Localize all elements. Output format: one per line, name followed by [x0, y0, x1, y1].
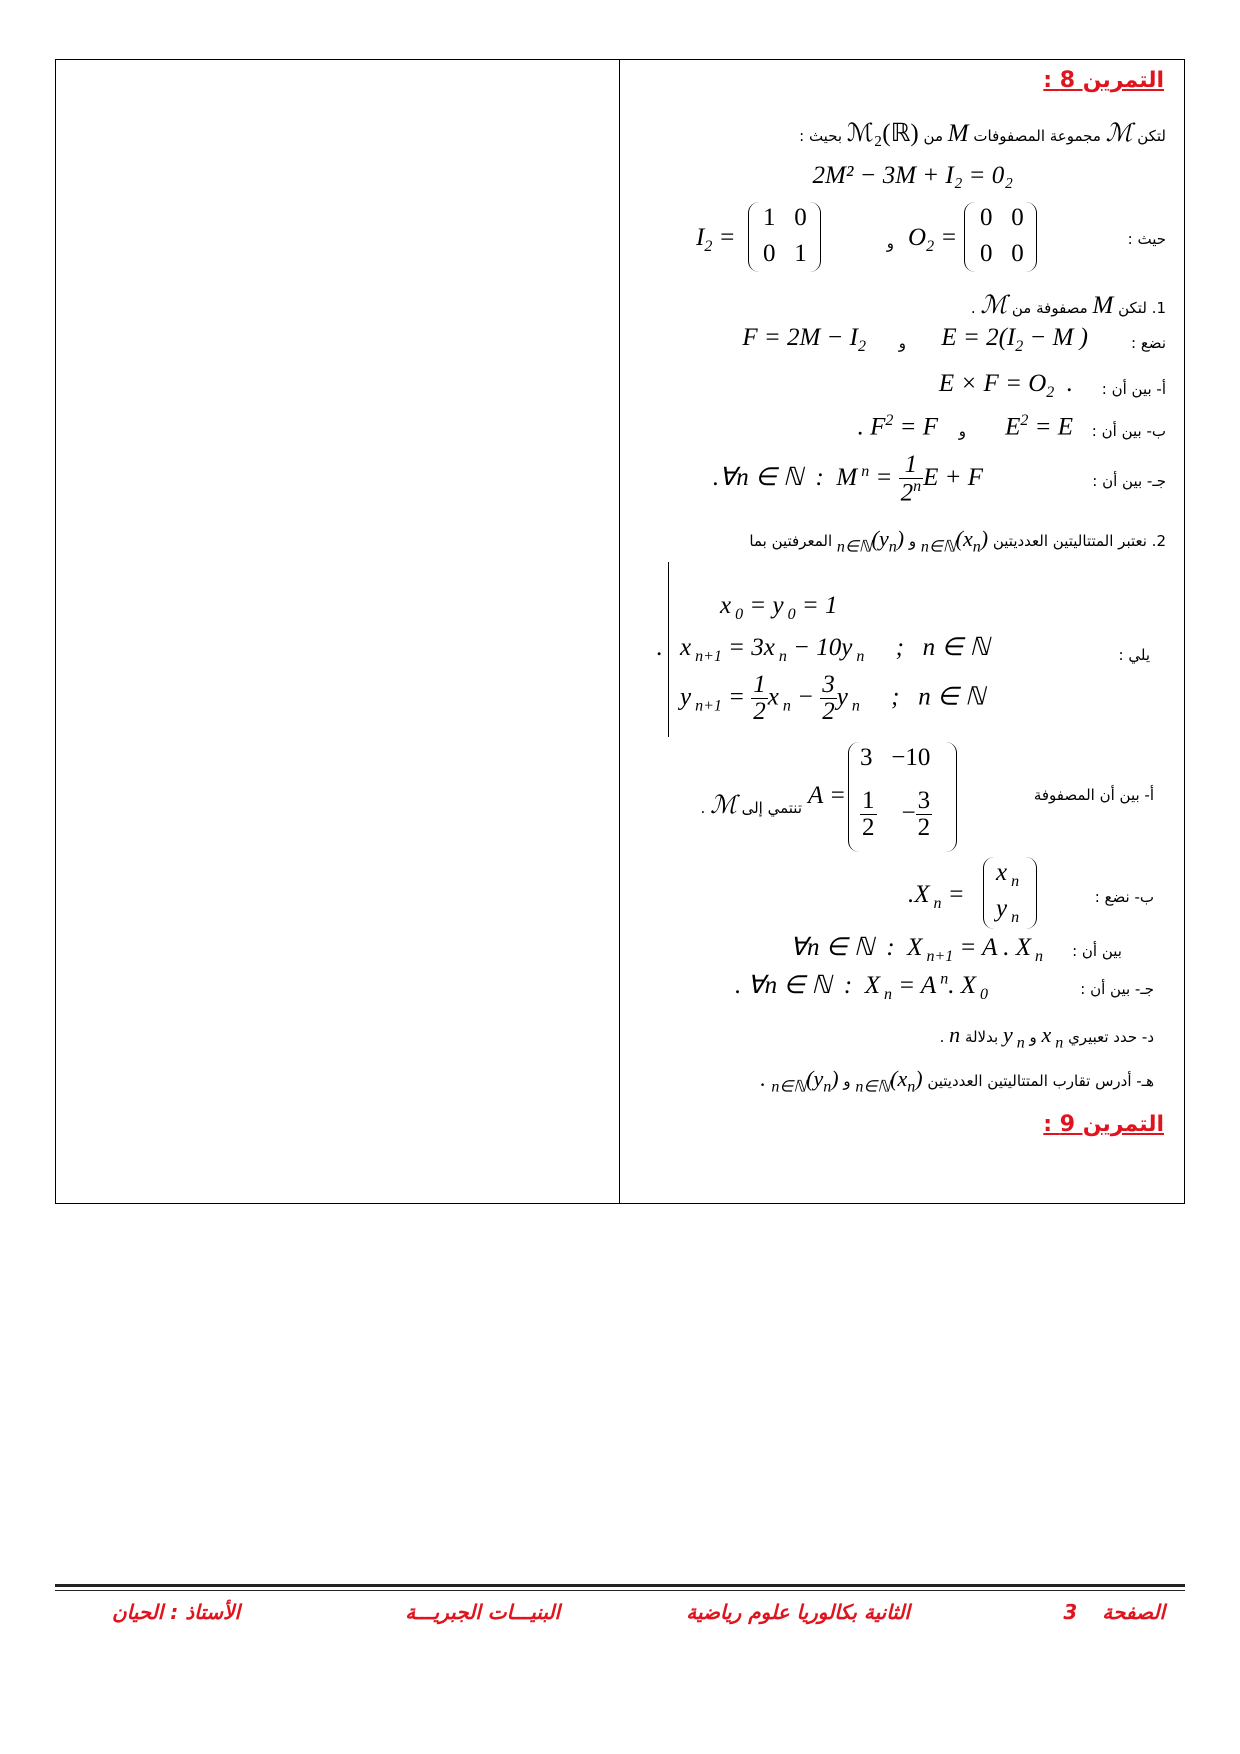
qc2-label: جـ- بين أن : — [1080, 980, 1154, 998]
qb1-eq-F: . $F^2 = F$ — [857, 412, 938, 441]
qb2-label: ب- نضع : — [1094, 888, 1154, 906]
footer-teacher: الأستاذ : الحيان — [111, 1600, 240, 1624]
qa1-eq: $E \times F = O_2$ . — [938, 370, 1073, 401]
footer-page-number: 3 — [1063, 1600, 1078, 1624]
yali-label: يلي : — [1118, 646, 1150, 664]
qa1-label: أ- بين أن : — [1101, 380, 1166, 398]
set-symbol: ℳ — [1105, 120, 1133, 147]
qb2-show-label: بين أن : — [1072, 942, 1122, 960]
and-label-1: و — [886, 234, 894, 252]
qc1-eq: .∀n ∈ ℕ : M $^n$ = $\frac{1}{2^n}$ E + F — [712, 451, 983, 507]
system-line-2: x $_{n+1}$ = 3x $_n$ − 10y $_n$ ; n ∈ ℕ — [680, 634, 990, 665]
set-label: نضع : — [1131, 334, 1166, 352]
qe2-text: هـ- أدرس تقارب المتتاليتين العدديتين — [927, 1072, 1154, 1090]
where-label: حيث : — [1127, 230, 1166, 248]
q2-line: 2. نعتبر المتتاليتين العدديتين $(x_n)_{n\in ℕ}$ و $(y_n)_{n\in ℕ}$ المعرفتين بما — [749, 526, 1166, 556]
system-brace — [668, 562, 669, 737]
q1-matrix-symbol: M — [1092, 292, 1114, 319]
intro-text-b: مجموعة المصفوفات — [973, 127, 1101, 145]
footer-page-label: الصفحة — [1102, 1600, 1165, 1624]
exercise-8-title: التمرين 8 : — [1043, 68, 1164, 93]
footer-level: الثانية بكالوريا علوم رياضية — [686, 1600, 910, 1624]
q1-text-b: مصفوفة من — [1011, 299, 1088, 317]
intro-text-d: بحيث : — [799, 127, 843, 145]
qc2-eq: . ∀n ∈ ℕ : X $_n$ = A $^n$. X $_0$ — [735, 970, 988, 1003]
intro-line — [799, 118, 1166, 148]
column-divider — [619, 59, 620, 1204]
exercise-column — [628, 62, 1178, 1197]
q2-tail: المعرفتين بما — [749, 532, 833, 550]
qa2-belongs: تنتمي إلى ℳ . — [700, 792, 802, 819]
matrix-A: A = 3 −10 $\frac{1}{2}$ − $\frac{3}{2}$ — [808, 742, 968, 862]
exercise-9-title: التمرين 9 : — [1043, 1112, 1164, 1137]
qb2-eq: ∀n ∈ ℕ : X $_{n+1}$ = A . X $_n$ — [789, 934, 1043, 965]
footer-rule-thick — [55, 1584, 1185, 1587]
system-line-1: x $_0$ = y $_0$ = 1 — [720, 592, 838, 623]
q2-text: 2. نعتبر المتتاليتين العدديتين — [992, 532, 1166, 550]
main-equation: 2M² − 3M + I₂ = 0₂ — [812, 162, 1013, 189]
matrix-symbol: M — [947, 120, 969, 147]
qe2-and: و — [843, 1072, 851, 1090]
qb1-label: ب- بين أن : — [1091, 422, 1166, 440]
zero-matrix: $O_2$ = 0 0 0 0 — [908, 202, 1098, 282]
vector-Xn: .X $_n$ = x $_n$ y $_n$ — [908, 857, 1058, 937]
qd2-line: د- حدد تعبيري x $_n$ و y $_n$ بدلالة n . — [939, 1022, 1154, 1052]
qd2-text-a: د- حدد تعبيري — [1068, 1028, 1154, 1046]
q1-text-a: 1. لتكن — [1118, 299, 1166, 317]
qa2-text-b: تنتمي إلى — [741, 799, 802, 817]
intro-text-a: لتكن — [1137, 127, 1166, 145]
identity-matrix: $I_2$ = 1 0 0 1 — [688, 202, 868, 282]
qd2-text-b: بدلالة — [964, 1028, 999, 1046]
m2r-symbol: ℳ₂(ℝ) — [846, 120, 919, 147]
def-F: $F = 2M - I_2$ — [742, 324, 866, 355]
footer-rule-thin — [55, 1590, 1185, 1591]
q1-line: 1. لتكن M مصفوفة من ℳ . — [970, 292, 1166, 319]
and-label-3: و — [958, 422, 966, 440]
qb1-eq-E: $E^2 = E$ — [1005, 412, 1073, 441]
qa2-set-symbol: ℳ — [710, 792, 737, 819]
qa2-label: أ- بين أن المصفوفة — [1033, 786, 1154, 804]
and-label-2: و — [898, 334, 906, 352]
q1-set-symbol: ℳ — [980, 292, 1008, 319]
footer-page — [1063, 1600, 1165, 1624]
def-E: $E = 2(I_2 - M$ ) — [941, 324, 1088, 355]
system-period: . — [656, 634, 663, 661]
system-line-3: y $_{n+1}$ = $\frac{1}{2}$ x $_n$ − $\frac{3}{2}$ y $_n$ ; n ∈ ℕ — [680, 671, 985, 726]
qc1-label: جـ- بين أن : — [1092, 472, 1166, 490]
q2-and: و — [908, 532, 917, 550]
qd2-and: و — [1029, 1028, 1037, 1046]
footer-topic: البنيـــات الجبريـــة — [405, 1600, 560, 1624]
intro-text-c: من — [923, 127, 943, 145]
qe2-line: هـ- أدرس تقارب المتتاليتين العدديتين $(x_n)_{n\in ℕ}$ و $(y_n)_{n\in ℕ}$ . — [760, 1066, 1154, 1096]
